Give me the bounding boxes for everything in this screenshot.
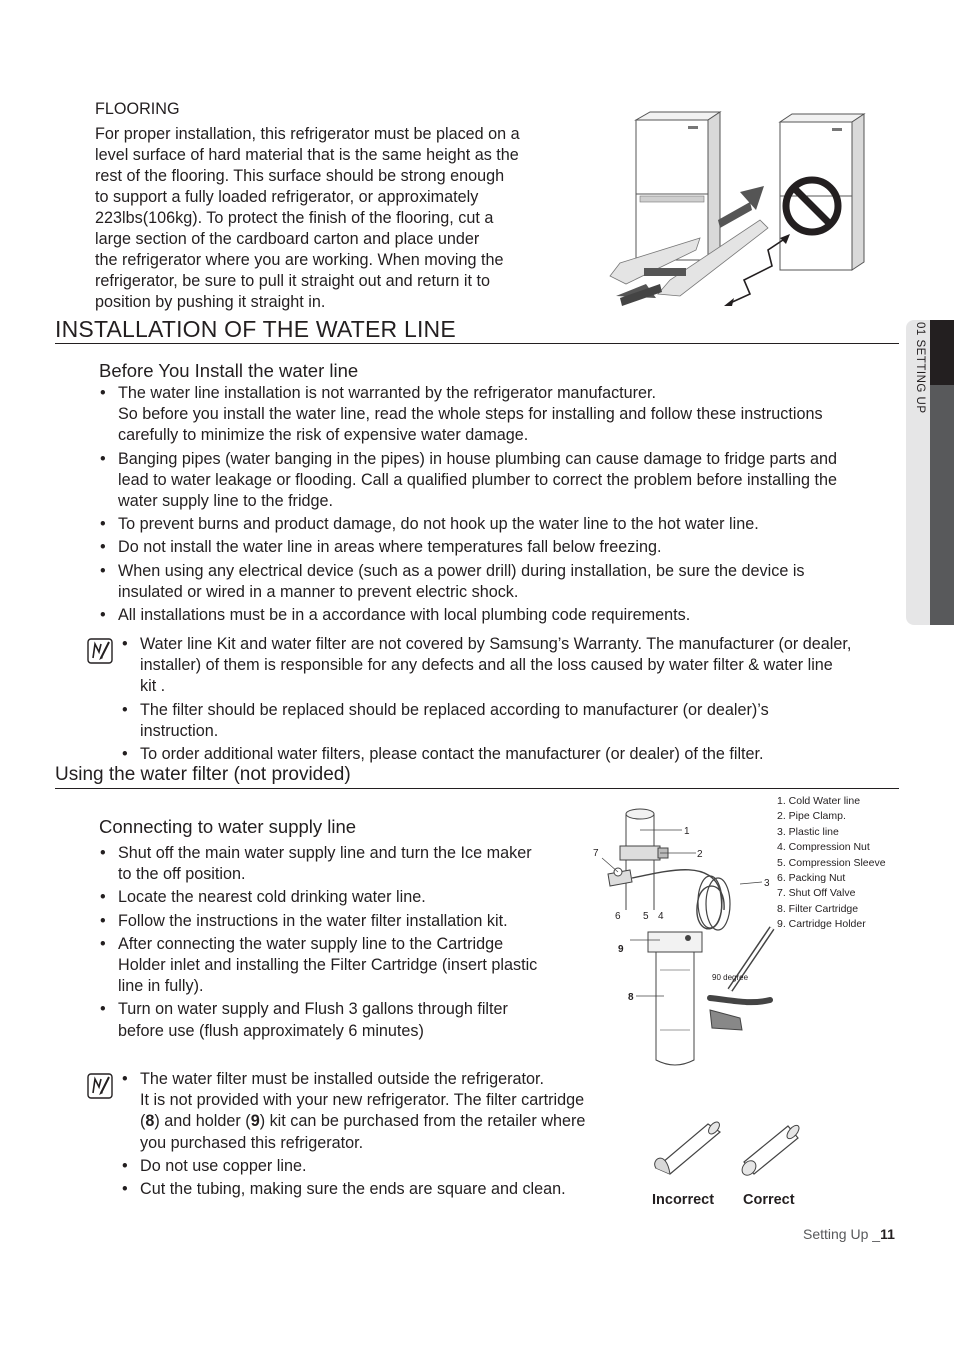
page-footer (803, 1226, 895, 1242)
installation-notes-list (118, 634, 902, 767)
flooring-line: refrigerator, be sure to pull it straight out and return it to (95, 272, 491, 290)
incorrect-label: Incorrect (652, 1192, 715, 1208)
before-install-heading: Before You Install the water line (99, 360, 359, 381)
flooring-line: large section of the cardboard carton and place under (95, 230, 480, 248)
diagram-number: 4 (658, 911, 664, 922)
flooring-line: level surface of hard material that is the same height as the (95, 146, 519, 164)
water-filter-icon (590, 800, 790, 1075)
flooring-line: the refrigerator where you are working. When moving the (95, 251, 504, 269)
flooring-line: position by pushing it straight in. (95, 293, 326, 311)
connecting-heading: Connecting to water supply line (99, 816, 357, 837)
water-filter-title-rule (55, 788, 899, 789)
legend-item: 2. Pipe Clamp. (777, 810, 846, 823)
flooring-paragraph (95, 124, 565, 313)
list-item: • Locate the nearest cold drinking water line. (96, 887, 576, 908)
note-icon (87, 1073, 113, 1099)
flooring-line: For proper installation, this refrigerator must be placed on a (95, 125, 520, 143)
diagram-number: 1 (684, 826, 690, 837)
installation-title-rule (55, 343, 899, 344)
installation-title: INSTALLATION OF THE WATER LINE (55, 316, 456, 342)
legend-item: 9. Cartridge Holder (777, 918, 866, 931)
list-item: • All installations must be in a accordance with local plumbing code requirements. (96, 605, 896, 626)
flooring-line: rest of the flooring. This surface should be strong enough (95, 167, 505, 185)
legend-item: 7. Shut Off Valve (777, 887, 856, 900)
diagram-number: 2 (697, 849, 703, 860)
diagram-number: 7 (593, 848, 599, 859)
legend-item: 4. Compression Nut (777, 841, 870, 854)
side-tab-label: 01 SETTING UP (914, 322, 926, 414)
list-item: • The filter should be replaced should be replaced according to manufacturer (or dealer)’s instruction. (118, 700, 902, 742)
page-number: 11 (880, 1226, 895, 1242)
angle-label: 90 degree (712, 973, 749, 982)
list-item: • When using any electrical device (such as a power drill) during installation, be sure the device is insulated or wired in a manner to prevent electric shock. (96, 561, 896, 603)
list-item: • The water line installation is not warranted by the refrigerator manufacturer. So before you install the water line, read the whole steps for installing and follow these instructions carefully to minimize the risk of expensive water damage. (96, 383, 896, 447)
refrigerator-icon (610, 112, 864, 306)
list-item: • Shut off the main water supply line and turn the Ice maker to the off position. (96, 843, 576, 885)
flooring-line: 223lbs(106kg). To protect the finish of the flooring, cut a (95, 209, 494, 227)
water-filter-title: Using the water filter (not provided) (55, 764, 351, 785)
diagram-number: 5 (643, 911, 649, 922)
list-item: • Do not install the water line in areas where temperatures fall below freezing. (96, 537, 896, 558)
list-item: • Water line Kit and water filter are not covered by Samsung’s Warranty. The manufacturer (or dealer, installer) of them is responsible for any defects and all the loss caused by water filter & water line kit . (118, 634, 902, 698)
list-item: • To prevent burns and product damage, do not hook up the water line to the hot water line. (96, 514, 896, 535)
diagram-legend (777, 794, 886, 933)
correct-label: Correct (743, 1192, 795, 1208)
diagram-number: 8 (628, 992, 634, 1003)
list-item: • To order additional water filters, please contact the manufacturer (or dealer) of the filter. (118, 744, 902, 765)
legend-item: 1. Cold Water line (777, 795, 861, 807)
list-item: • After connecting the water supply line to the Cartridge Holder inlet and installing the Filter Cartridge (insert plastic line in fully). (96, 934, 576, 998)
diagram-number: 3 (764, 878, 770, 889)
list-item: • Follow the instructions in the water filter installation kit. (96, 911, 576, 932)
diagram-number: 6 (615, 911, 621, 922)
diagram-number: 9 (618, 944, 624, 955)
legend-item: 5. Compression Sleeve (777, 856, 886, 869)
legend-item: 8. Filter Cartridge (777, 902, 859, 915)
list-item: • Banging pipes (water banging in the pipes) in house plumbing can cause damage to fridge parts and lead to water leakage or flooding. Call a qualified plumber to correct the problem before installing the water supply line to the fridge. (96, 449, 896, 513)
footer-prefix: Setting Up _ (803, 1226, 881, 1242)
filter-notes-list (118, 1069, 628, 1202)
list-item: • Turn on water supply and Flush 3 gallons through filter before use (flush approximately 6 minutes) (96, 999, 576, 1041)
flooring-heading: FLOORING (95, 100, 180, 118)
list-item: • The water filter must be installed outside the refrigerator. It is not provided with your new refrigerator. The filter cartridge (8) and holder (9) kit can be purchased from the retailer where you purchased this refrigerator. (118, 1069, 628, 1154)
flooring-line: to support a fully loaded refrigerator, or approximately (95, 188, 479, 206)
list-item: • Cut the tubing, making sure the ends are square and clean. (118, 1179, 628, 1200)
side-tab-bar-top (930, 320, 954, 385)
list-item: • Do not use copper line. (118, 1156, 628, 1177)
note-icon (87, 638, 113, 664)
legend-item: 3. Plastic line (777, 825, 839, 838)
legend-item: 6. Packing Nut (777, 872, 846, 885)
connecting-list (96, 843, 576, 1044)
refrigerator-moving-illustration (600, 108, 880, 313)
before-install-list (96, 383, 896, 628)
tube-icon (648, 1118, 808, 1178)
